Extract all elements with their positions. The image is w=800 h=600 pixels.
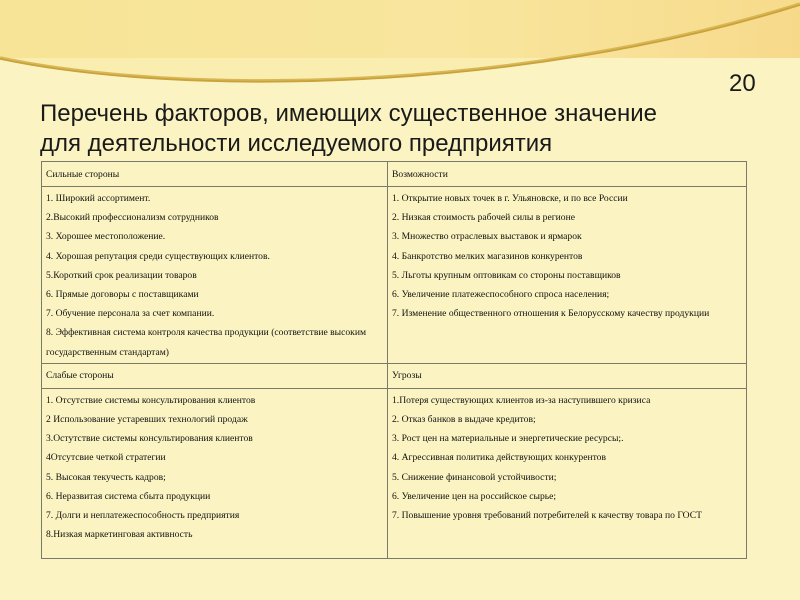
- list-item: 2. Низкая стоимость рабочей силы в регионе: [392, 212, 575, 224]
- list-item: 5.Короткий срок реализации товаров: [46, 269, 197, 281]
- table-row: [42, 388, 747, 558]
- curve-fill: [0, 0, 800, 81]
- list-item: 7. Повышение уровня требований потребителей к качеству товара по ГОСТ: [392, 510, 702, 522]
- list-item: 1. Широкий ассортимент.: [46, 193, 151, 204]
- list-item: 1.Потеря существующих клиентов из-за наступившего кризиса: [392, 394, 651, 406]
- threats-list: [388, 388, 747, 558]
- list-item: 1. Открытие новых точек в г. Ульяновске, и по все России: [392, 193, 628, 204]
- list-item: 3.Остутствие системы консультирования клиентов: [46, 433, 253, 445]
- list-item: 5. Льготы крупным оптовикам со стороны поставщиков: [392, 269, 621, 281]
- weaknesses-header: Слабые стороны: [42, 363, 388, 388]
- opportunities-header: Возможности: [388, 162, 747, 187]
- strengths-header: Сильные стороны: [42, 162, 388, 187]
- list-item: 5. Снижение финансовой устойчивости;: [392, 471, 557, 483]
- threats-header: Угрозы: [388, 363, 747, 388]
- list-item: 2.Высокий профессионализм сотрудников: [46, 212, 219, 224]
- decorative-curve: [0, 0, 800, 90]
- list-item: 5. Высокая текучесть кадров;: [46, 471, 166, 483]
- list-item: 4. Хорошая репутация среди существующих клиентов.: [46, 250, 270, 262]
- strengths-list: [42, 187, 388, 364]
- list-item: 4. Агрессивная политика действующих конкурентов: [392, 452, 606, 464]
- list-item: 6. Увеличение платежеспособного спроса населения;: [392, 289, 610, 301]
- list-item: 1. Отсутствие системы консультирования клиентов: [46, 394, 256, 406]
- list-item: 4Отсутсвие четкой стратегии: [46, 452, 166, 464]
- list-item: 2. Отказ банков в выдаче кредитов;: [392, 414, 536, 426]
- slide-number: 20: [729, 70, 756, 97]
- slide-title-line1: Перечень факторов, имеющих существенное значение: [40, 100, 658, 127]
- list-item: 3. Множество отраслевых выставок и ярмарок: [392, 231, 582, 243]
- list-item: 6. Неразвитая система сбыта продукции: [46, 490, 211, 502]
- opportunities-list: [388, 187, 747, 364]
- table-row: [42, 363, 747, 388]
- list-item: 8. Эффективная система контроля качества продукции (соответствие высоким государственным стандартам): [46, 327, 367, 358]
- list-item: 6. Прямые договоры с поставщиками: [46, 289, 199, 301]
- weaknesses-list: [42, 388, 388, 558]
- table-row: [42, 187, 747, 364]
- slide-title-line2: для деятельности исследуемого предприятия: [40, 130, 553, 157]
- list-item: 7. Обучение персонала за счет компании.: [46, 308, 215, 320]
- list-item: 7. Изменение общественного отношения к Белорусскому качеству продукции: [392, 308, 710, 320]
- slide-title: [40, 99, 740, 159]
- list-item: 3. Рост цен на материальные и энергетические ресурсы;.: [392, 433, 624, 445]
- list-item: 6. Увеличение цен на российское сырье;: [392, 490, 557, 502]
- list-item: 8.Низкая маркетинговая активность: [46, 529, 193, 541]
- list-item: 2 Использование устаревших технологий продаж: [46, 414, 248, 426]
- list-item: 4. Банкротство мелких магазинов конкурентов: [392, 250, 583, 262]
- table-row: [42, 162, 747, 187]
- list-item: 3. Хорошее местоположение.: [46, 231, 166, 243]
- list-item: 7. Долги и неплатежеспособность предприятия: [46, 510, 240, 522]
- swot-table: [41, 161, 747, 559]
